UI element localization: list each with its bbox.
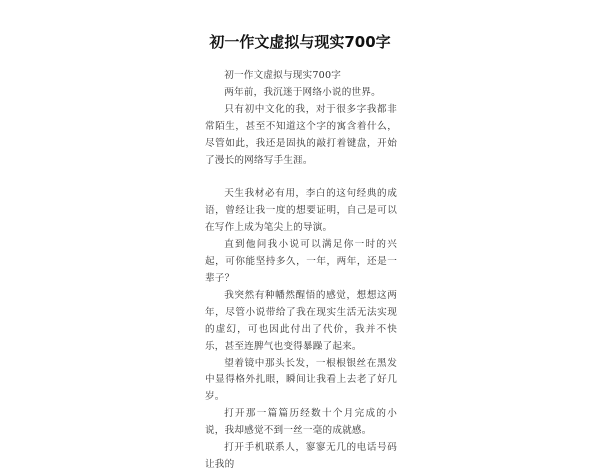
paragraph: 初一作文虚拟与现实700字	[224, 70, 342, 81]
paragraph: 天生我材必有用，李白的这句经典的成语，曾经让我一度的想要证明，自己是可以在写作上成为笔尖上的导演。	[205, 188, 397, 234]
paragraph: 只有初中文化的我，对于很多字我都非常陌生，甚至不知道这个字的寓含着什么，尽管如此，我还是固执的敲打着键盘，开始了漫长的网络写手生涯。	[205, 103, 397, 166]
paragraph: 打开那一篇篇历经数十个月完成的小说，我却感觉不到一丝一毫的成就感。	[205, 408, 397, 437]
page-title: 初一作文虚拟与现实700字	[209, 33, 391, 51]
paragraph: 我突然有种幡然醒悟的感觉，想想这两年，尽管小说带给了我在现实生活无法实现的虚幻，可也因此付出了代价，我并不快乐，甚至连脾气也变得暴躁了起来。	[205, 289, 397, 352]
paragraph: 直到他问我小说可以满足你一时的兴起，可你能坚持多久，一年，两年，还是一辈子？	[205, 239, 397, 284]
paragraph: 两年前，我沉迷于网络小说的世界。	[224, 86, 381, 98]
paragraph: 望着镜中那头长发，一根根银丝在黑发中显得格外扎眼，瞬间让我看上去老了好几岁。	[205, 357, 397, 403]
paragraph: 打开手机联系人，寥寥无几的电话号码让我的	[205, 442, 397, 470]
article-body	[205, 68, 397, 474]
